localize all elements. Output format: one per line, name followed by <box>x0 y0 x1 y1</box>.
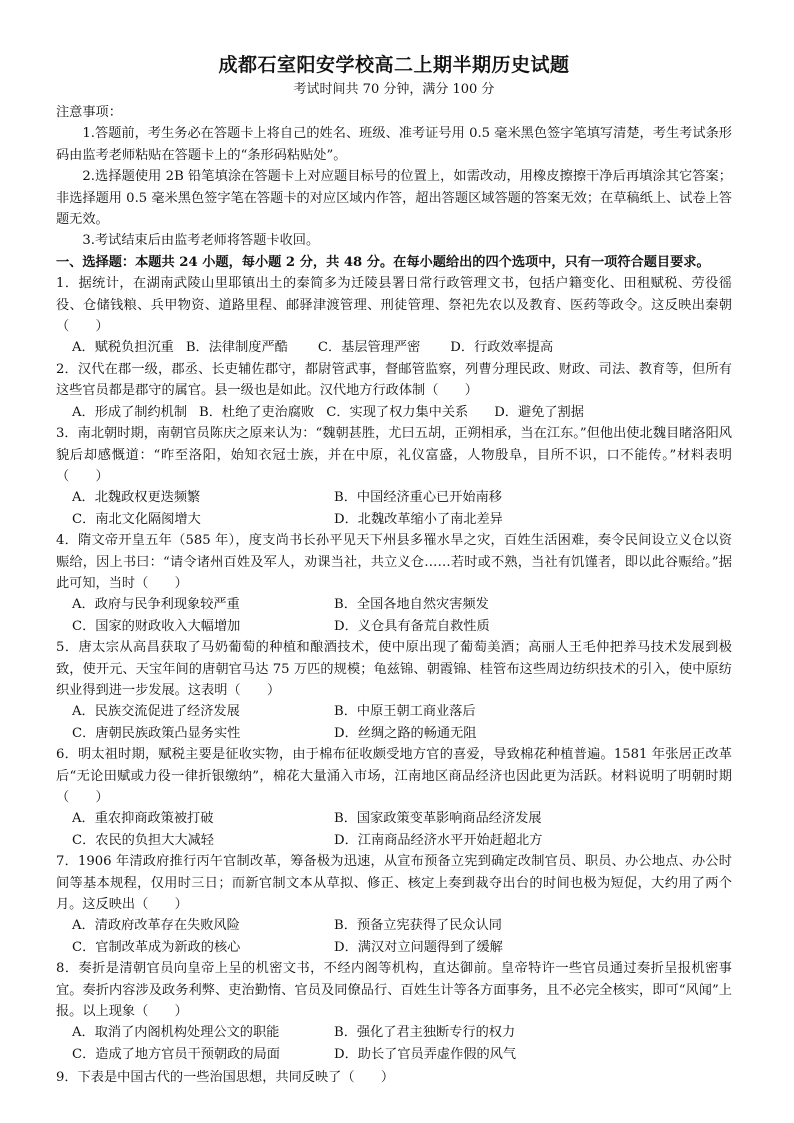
question-options <box>56 1022 732 1065</box>
exam-subtitle: 考试时间共 70 分钟，满分 100 分 <box>293 82 495 97</box>
question-stem: 7．1906 年清政府推行丙午官制改革，筹备极为迅速，从宣布预备立宪到确定改制官员、职员、办公地点、办公时间等基本规程，仅用时三日；而新官制文本从草拟、修正、核定上奏到裁夺出台的时间也极为短促，大约用了两个月。这反映出（ ） <box>56 854 732 913</box>
option-c: C．国家的财政收入大幅增加 <box>72 618 241 634</box>
option-d: D．满汉对立问题得到了缓解 <box>334 939 503 955</box>
option-a: A．民族交流促进了经济发展 <box>72 704 240 720</box>
option-b: B．全国各地自然灾害频发 <box>334 597 489 613</box>
option-b: B．强化了君主独断专行的权力 <box>334 1025 516 1041</box>
question-options <box>56 808 732 851</box>
option-c: C．唐朝民族政策凸显务实性 <box>72 725 241 741</box>
question-stem: 3．南北朝时期，南朝官员陈庆之原来认为：“魏朝甚胜，尤曰五胡，正朔相承，当在江东。”但他出使北魏目睹洛阳风貌后却感慨道：“昨至洛阳，始知衣冠士族，并在中原，礼仪富盛，人物殷阜，目所不识，口不能传。”材料表明（ ） <box>56 426 732 484</box>
option-d: D．北魏改革缩小了南北差异 <box>334 511 503 527</box>
section-heading: 一、选择题：本题共 24 小题，每小题 2 分，共 48 分。在每小题给出的四个选项中，只有一项符合题目要求。 <box>56 254 710 270</box>
notice-item: 1.答题前，考生务必在答题卡上将自己的姓名、班级、准考证号用 0.5 毫米黑色签字笔填写清楚，考生考试条形码由监考老师粘贴在答题卡上的“条形码粘贴处”。 <box>56 126 732 163</box>
notice-item: 2.选择题使用 2B 铅笔填涂在答题卡上对应题目标号的位置上，如需改动，用橡皮擦擦干净后再填涂其它答案；非选择题用 0.5 毫米黑色签字笔在答题卡的对应区域内作答，超出答题区域答题的答案无效；在草稿纸上、试卷上答题无效。 <box>56 169 732 228</box>
option-d: D．助长了官员弄虚作假的风气 <box>334 1046 517 1062</box>
option-a: A．清政府改革存在失败风险 <box>72 918 240 934</box>
option-c: C．实现了权力集中关系 <box>326 404 469 420</box>
question-stem: 1．据统计，在湖南武陵山里耶镇出土的秦简多为迁陵县署日常行政管理文书，包括户籍变化、田租赋税、劳役徭役、仓储钱粮、兵甲物资、道路里程、邮驿津渡管理、刑徒管理、祭祀先农以及教育、医药等政令。这反映出秦朝（ ） <box>56 276 732 335</box>
option-c: C．南北文化隔阂增大 <box>72 511 201 527</box>
option-d: D．义仓具有备荒自救性质 <box>334 618 490 634</box>
option-b: B．杜绝了吏治腐败 <box>199 404 315 420</box>
option-b: B．国家政策变革影响商品经济发展 <box>334 811 542 827</box>
question-stem: 9．下表是中国古代的一些治国思想，共同反映了（ ） <box>56 1070 395 1086</box>
question-stem: 6．明太祖时期，赋税主要是征收实物，由于棉布征收颇受地方官的喜爱，导致棉花种植普遍。1581 年张居正改革后“无论田赋或力役一律折银缴纳”，棉花大量涌入市场，江南地区商品经济也因此更为活跃。材料说明了明朝时期（ ） <box>56 747 732 805</box>
option-b: B．法律制度严酷 <box>185 340 288 356</box>
question-options <box>56 701 732 744</box>
question-stem: 2．汉代在郡一级，郡丞、长吏辅佐郡守，都尉管武事，督邮管监察，列曹分理民政、财政、司法、教育等，但所有这些官员都是郡守的属官。县一级也是如此。汉代地方行政体制（ ） <box>56 361 732 399</box>
option-a: A．重农抑商政策被打破 <box>72 811 214 827</box>
exam-title: 成都石室阳安学校高二上期半期历史试题 <box>218 54 570 76</box>
option-c: C．农民的负担大大减轻 <box>72 832 214 848</box>
question-options <box>56 402 732 423</box>
question-options <box>56 915 732 958</box>
option-a: A．政府与民争利现象较严重 <box>72 597 240 613</box>
option-b: B．预备立宪获得了民众认同 <box>334 918 502 934</box>
option-a: A．北魏政权更迭频繁 <box>72 490 201 506</box>
option-a: A．取消了内阁机构处理公文的职能 <box>72 1025 280 1041</box>
option-c: C．造成了地方官员干预朝政的局面 <box>72 1046 280 1062</box>
question-options <box>56 337 732 358</box>
option-c: C．官制改革成为新政的核心 <box>72 939 241 955</box>
question-stem: 5．唐太宗从高昌获取了马奶葡萄的种植和酿酒技术，使中原出现了葡萄美酒；高丽人王毛仲把养马技术发展到极致，使开元、天宝年间的唐朝官马达 75 万匹的规模；龟兹锦、朝霞锦、桂管布这些周边纺织技术的引入，使中原纺织业得到进一步发展。这表明（ ） <box>56 640 732 698</box>
question-options <box>56 487 732 530</box>
question-stem: 4．隋文帝开皇五年（585 年），度支尚书长孙平见天下州县多罹水旱之灾，百姓生活困难，奏令民间设立义仓以资赈给，因上书曰：“请令诸州百姓及军人，劝课当社，共立义仓……若时或不熟，当社有饥馑者，即以此谷赈给。”据此可知，当时（ ） <box>56 533 732 591</box>
option-a: A．赋税负担沉重 <box>72 340 174 356</box>
option-d: D．行政效率提高 <box>450 340 554 356</box>
option-a: A．形成了制约机制 <box>72 404 188 420</box>
option-b: B．中原王朝工商业落后 <box>334 704 476 720</box>
option-d: D．避免了割据 <box>494 404 584 420</box>
question-options <box>56 594 732 637</box>
option-b: B．中国经济重心已开始南移 <box>334 490 502 506</box>
question-stem: 8．奏折是清朝官员向皇帝上呈的机密文书，不经内阁等机构，直达御前。皇帝特许一些官员通过奏折呈报机密事宜。奏折内容涉及政务利弊、吏治勤惰、官员及同僚品行、百姓生计等各方面事务，且不必完全核实，即可“风闻”上报。以上现象（ ） <box>56 961 732 1020</box>
option-d: D．江南商品经济水平开始赶超北方 <box>334 832 543 848</box>
option-d: D．丝绸之路的畅通无阻 <box>334 725 477 741</box>
notice-item: 3.考试结束后由监考老师将答题卡收回。 <box>82 233 320 249</box>
option-c: C．基层管理严密 <box>317 340 421 356</box>
notice-heading: 注意事项： <box>56 105 122 120</box>
